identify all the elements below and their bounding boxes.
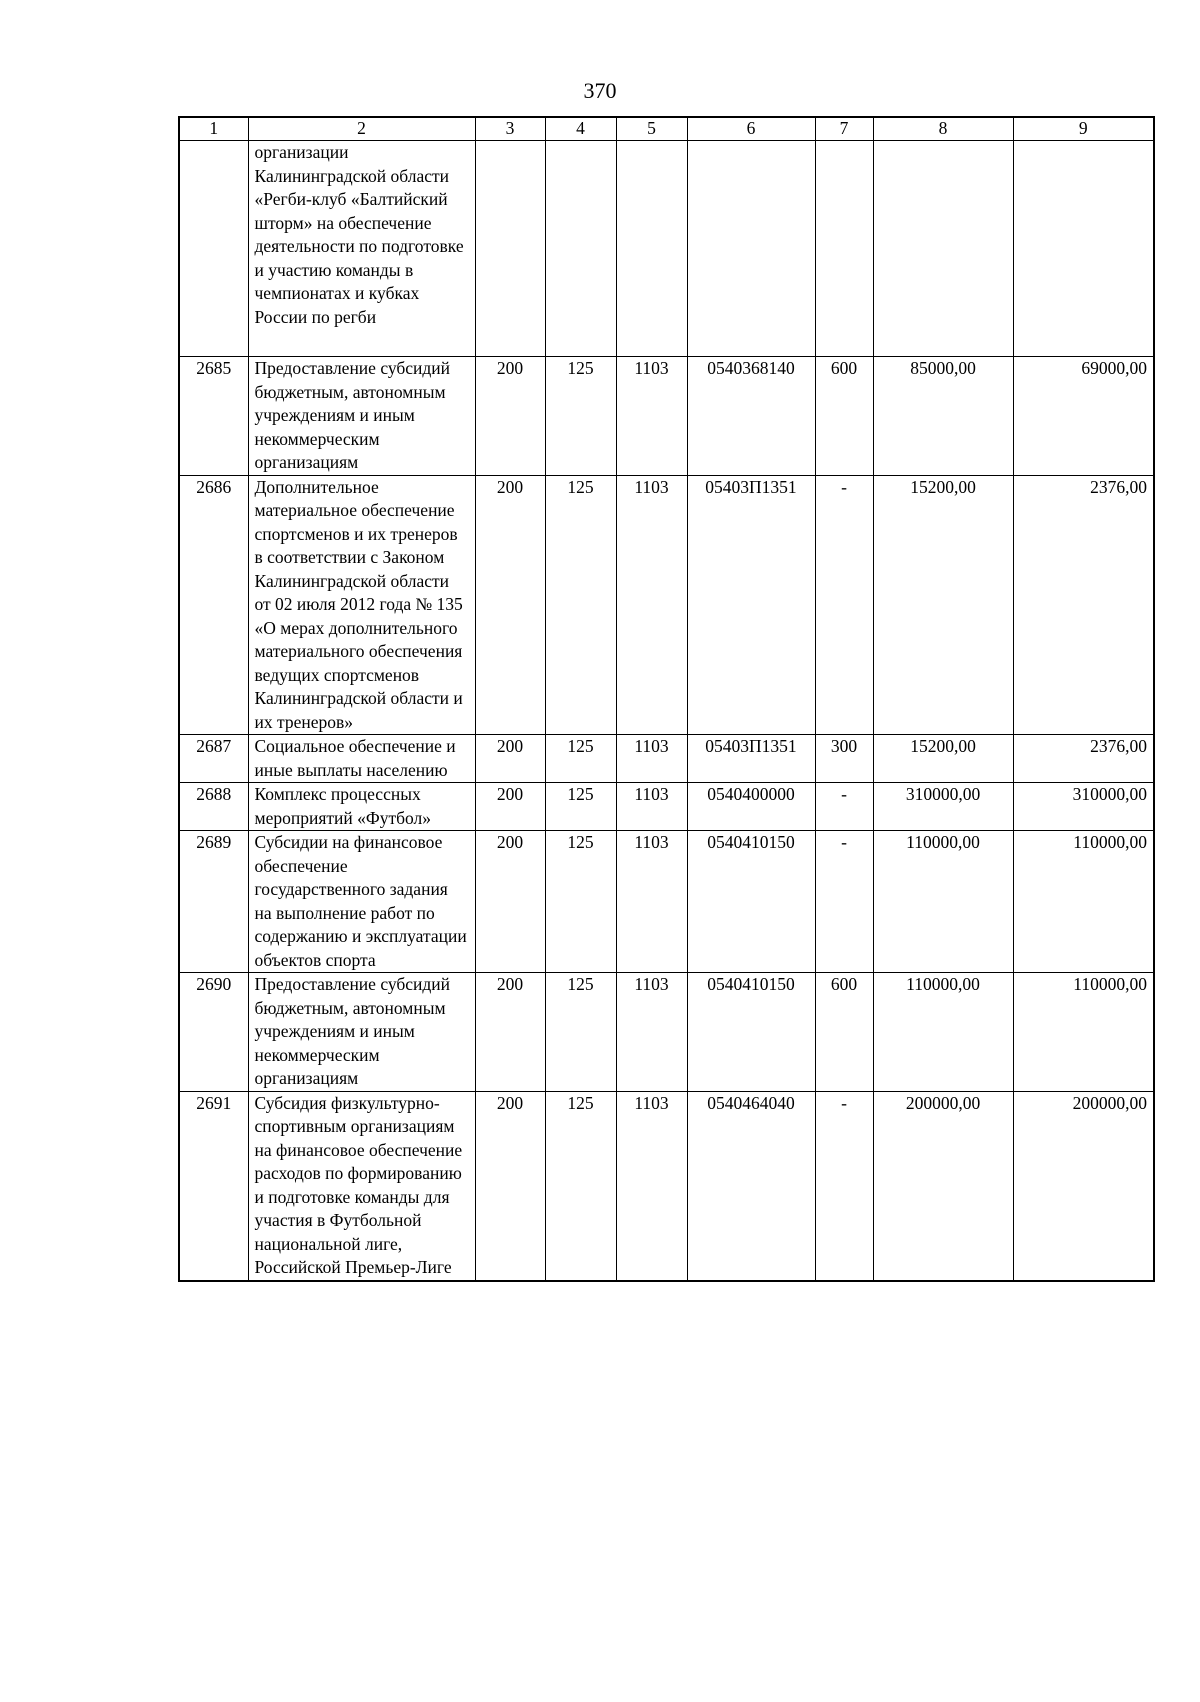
cell-col7: 600 [815,357,873,476]
cell-col9: 110000,00 [1013,973,1154,1092]
cell-col7: 300 [815,735,873,783]
cell-col5: 1103 [616,1091,687,1281]
column-header: 9 [1013,117,1154,141]
cell-col3: 200 [475,475,545,735]
cell-col3: 200 [475,1091,545,1281]
row-number: 2691 [179,1091,248,1281]
row-description: организации Калининградской области «Регби-клуб «Балтийский шторм» на обеспечение деятельности по подготовке и участию команды в чемпионатах и кубках России по регби [248,141,475,357]
column-header: 4 [545,117,616,141]
page-number: 370 [583,78,617,103]
cell-col9: 69000,00 [1013,357,1154,476]
cell-col3: 200 [475,831,545,973]
cell-col8: 85000,00 [873,357,1013,476]
row-number [179,141,248,357]
cell-col3 [475,141,545,357]
row-number: 2688 [179,783,248,831]
row-description: Предоставление субсидий бюджетным, автономным учреждениям и иным некоммерческим организациям [248,357,475,476]
cell-col4: 125 [545,831,616,973]
row-description: Дополнительное материальное обеспечение спортсменов и их тренеров в соответствии с Законом Калининградской области от 02 июля 2012 года № 135 «О мерах дополнительного материального обеспечения ведущих спортсменов Калининградской области и их тренеров» [248,475,475,735]
row-number: 2689 [179,831,248,973]
column-header: 7 [815,117,873,141]
cell-col8: 200000,00 [873,1091,1013,1281]
cell-col4 [545,141,616,357]
cell-col4: 125 [545,973,616,1092]
cell-col6: 0540368140 [687,357,815,476]
row-number: 2685 [179,357,248,476]
row-description: Социальное обеспечение и иные выплаты населению [248,735,475,783]
table-row [179,973,1154,1092]
cell-col7: - [815,1091,873,1281]
table-row [179,783,1154,831]
cell-col5 [616,141,687,357]
cell-col7: 600 [815,973,873,1092]
table-row [179,735,1154,783]
cell-col7: - [815,475,873,735]
cell-col8: 110000,00 [873,973,1013,1092]
cell-col9: 2376,00 [1013,735,1154,783]
cell-col3: 200 [475,973,545,1092]
cell-col7: - [815,783,873,831]
row-number: 2687 [179,735,248,783]
cell-col6: 0540464040 [687,1091,815,1281]
cell-col4: 125 [545,783,616,831]
table-row [179,475,1154,735]
cell-col9: 110000,00 [1013,831,1154,973]
cell-col9: 200000,00 [1013,1091,1154,1281]
cell-col8: 310000,00 [873,783,1013,831]
cell-col4: 125 [545,475,616,735]
cell-col8: 15200,00 [873,475,1013,735]
table-row [179,1091,1154,1281]
row-description: Субсидии на финансовое обеспечение государственного задания на выполнение работ по содержанию и эксплуатации объектов спорта [248,831,475,973]
cell-col5: 1103 [616,973,687,1092]
column-header: 8 [873,117,1013,141]
column-header: 6 [687,117,815,141]
row-description: Субсидия физкультурно-спортивным организациям на финансовое обеспечение расходов по формированию и подготовке команды для участия в Футбольной национальной лиге, Российской Премьер-Лиге [248,1091,475,1281]
budget-table [178,116,1155,1282]
cell-col4: 125 [545,1091,616,1281]
row-description: Комплекс процессных мероприятий «Футбол» [248,783,475,831]
cell-col6: 05403П1351 [687,475,815,735]
cell-col8 [873,141,1013,357]
cell-col4: 125 [545,357,616,476]
cell-col7: - [815,831,873,973]
cell-col5: 1103 [616,783,687,831]
cell-col3: 200 [475,783,545,831]
table-row [179,141,1154,357]
column-header: 2 [248,117,475,141]
cell-col6: 05403П1351 [687,735,815,783]
row-description: Предоставление субсидий бюджетным, автономным учреждениям и иным некоммерческим организациям [248,973,475,1092]
cell-col5: 1103 [616,831,687,973]
row-number: 2690 [179,973,248,1092]
row-number: 2686 [179,475,248,735]
cell-col4: 125 [545,735,616,783]
cell-col9 [1013,141,1154,357]
cell-col8: 110000,00 [873,831,1013,973]
cell-col3: 200 [475,735,545,783]
cell-col7 [815,141,873,357]
cell-col6: 0540400000 [687,783,815,831]
column-header: 3 [475,117,545,141]
column-header: 1 [179,117,248,141]
table-row [179,357,1154,476]
cell-col5: 1103 [616,357,687,476]
cell-col8: 15200,00 [873,735,1013,783]
cell-col9: 2376,00 [1013,475,1154,735]
cell-col6: 0540410150 [687,831,815,973]
cell-col5: 1103 [616,735,687,783]
cell-col5: 1103 [616,475,687,735]
header-row [179,117,1154,141]
cell-col9: 310000,00 [1013,783,1154,831]
cell-col6 [687,141,815,357]
cell-col3: 200 [475,357,545,476]
cell-col6: 0540410150 [687,973,815,1092]
column-header: 5 [616,117,687,141]
table-row [179,831,1154,973]
